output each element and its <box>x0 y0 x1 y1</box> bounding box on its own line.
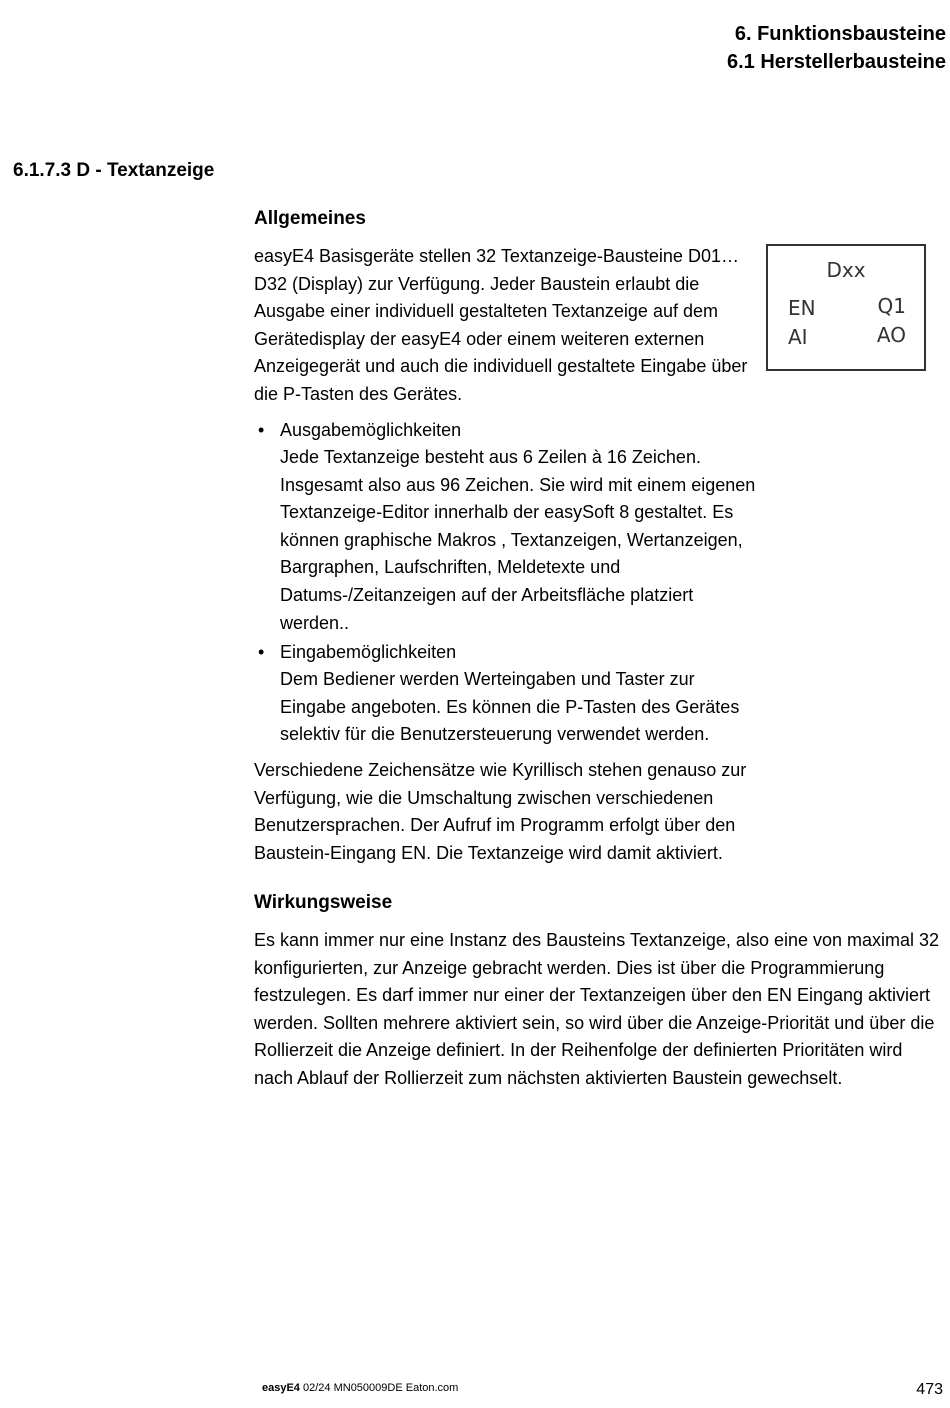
input-pin-ai: AI <box>788 325 808 349</box>
outro-paragraph: Verschiedene Zeichensätze wie Kyrillisch stehen genauso zur Verfügung, wie die Umschaltung zwischen verschiedenen Benutzersprachen. Der Aufruf im Programm erfolgt über den Baustein-Eingang EN. Die Textanzeige wird damit aktiviert. <box>254 760 747 863</box>
page-number: 473 <box>916 1381 943 1398</box>
wirkungsweise-paragraph: Es kann immer nur eine Instanz des Bausteins Textanzeige, also eine von maximal 32 konfigurierten, zur Anzeige gebracht werden. Dies ist über die Programmierung festzulegen. Es darf immer nur einer der Textanzeigen über den EN Eingang aktiviert werden. Sollten mehrere aktiviert sein, so wird über die Anzeige-Priorität und über die Rollierzeit die Anzeige definiert. In der Reihenfolge der definierten Prioritäten wird nach Ablauf der Rollierzeit zum nächsten aktivierten Baustein gewechselt. <box>254 930 940 1088</box>
bullet-title-ausgabe: Ausgabemöglichkeiten <box>280 420 462 440</box>
bullet-icon: • <box>258 642 265 662</box>
footer-info: 02/24 MN050009DE Eaton.com <box>303 1382 459 1394</box>
bullet-icon: • <box>258 420 265 440</box>
function-block-diagram <box>766 244 926 371</box>
section-title: 6.1.7.3 D - Textanzeige <box>13 160 215 181</box>
bullet-body-ausgabe: Jede Textanzeige besteht aus 6 Zeilen à 16 Zeichen. Insgesamt also aus 96 Zeichen. Sie wird mit einem eigenen Textanzeige-Editor innerhalb der easySoft 8 gestaltet. Es können graphische Makros , Textanzeigen, Wertanzeigen, Bargraphen, Laufschriften, Meldetexte und Datums-/Zeitanzeigen auf der Arbeitsfläche platziert werden.. <box>280 447 756 633</box>
heading-wirkungsweise: Wirkungsweise <box>254 892 393 913</box>
bullet-body-eingabe: Dem Bediener werden Werteingaben und Taster zur Eingabe angeboten. Es können die P-Tasten des Gerätes selektiv für die Benutzersteuerung verwendet werden. <box>280 669 740 745</box>
bullet-title-eingabe: Eingabemöglichkeiten <box>280 642 457 662</box>
output-pin-ao: AO <box>876 323 906 347</box>
chapter-header: 6. Funktionsbausteine <box>734 23 946 45</box>
section-header: 6.1 Herstellerbausteine <box>727 51 946 73</box>
input-pin-en: EN <box>788 296 816 320</box>
footer <box>262 1382 458 1394</box>
footer-product: easyE4 <box>262 1382 300 1394</box>
intro-paragraph: easyE4 Basisgeräte stellen 32 Textanzeige-Bausteine D01…D32 (Display) zur Verfügung. Jeder Baustein erlaubt die Ausgabe einer individuell gestalteten Textanzeige auf dem Gerätedisplay der easyE4 oder einem weiteren externen Anzeigegerät und auch die individuell gestaltete Eingabe über die P-Tasten des Gerätes. <box>254 246 748 404</box>
block-name: Dxx <box>826 258 866 282</box>
output-pin-q1: Q1 <box>877 294 906 318</box>
heading-allgemeines: Allgemeines <box>254 208 366 229</box>
